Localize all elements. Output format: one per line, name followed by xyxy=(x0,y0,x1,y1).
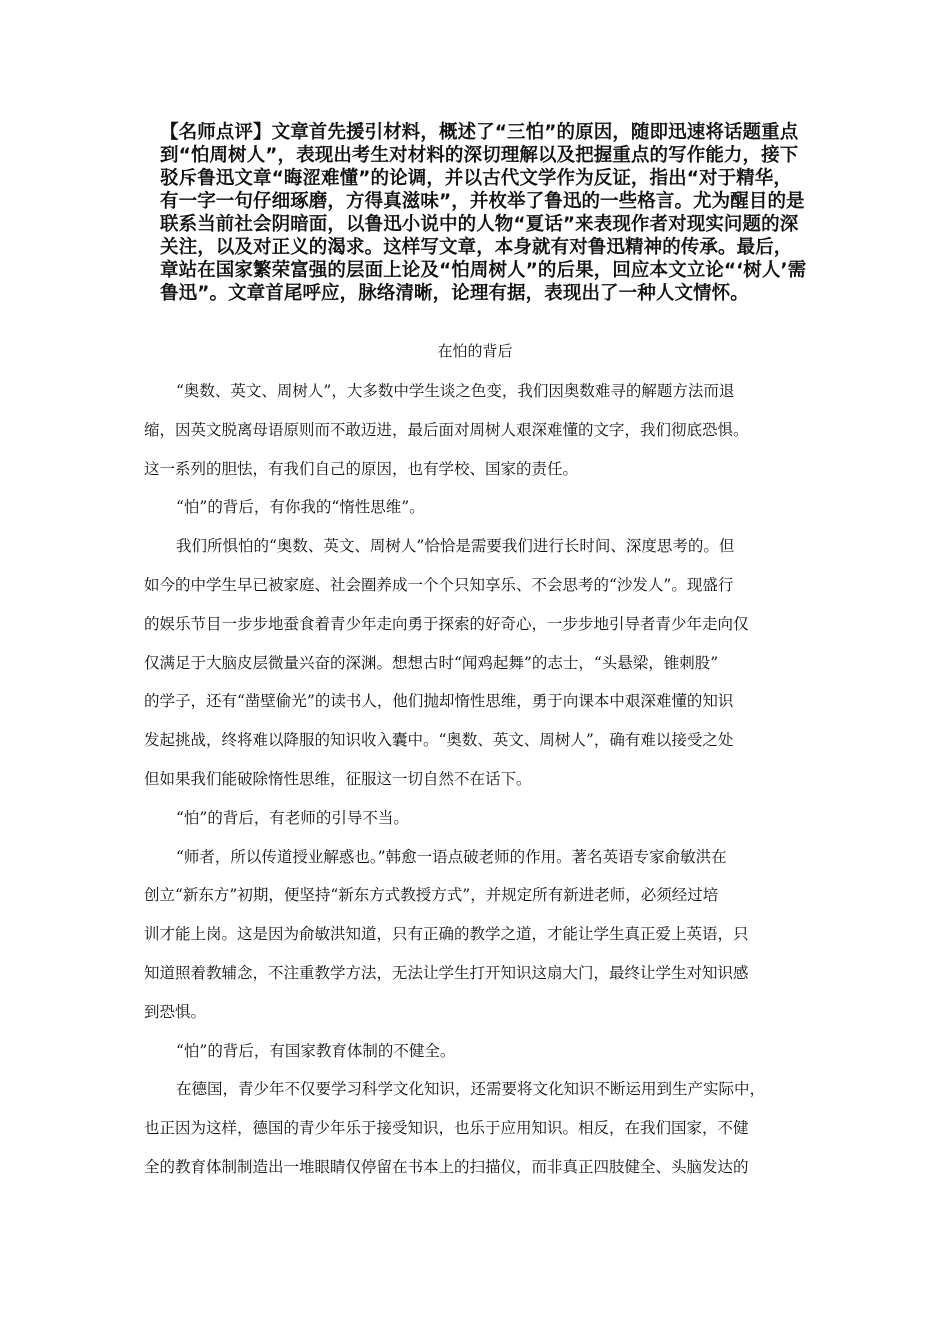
paragraph-line: 仅满足于大脑皮层微量兴奋的深渊。想想古时“闻鸡起舞”的志士，“头悬梁，锥刺股” xyxy=(144,653,719,672)
review-line: 章站在国家繁荣富强的层面上论及“怕周树人”的后果，回应本文立论“‘树人’需 xyxy=(160,260,807,281)
review-line: 有一字一句仔细琢磨，方得真滋味”，并枚举了鲁迅的一些格言。尤为醒目的是 xyxy=(160,191,805,212)
paragraph-line: 也正因为这样，德国的青少年乐于接受知识，也乐于应用知识。相反，在我们国家，不健 xyxy=(144,1119,749,1138)
paragraph-line: 发起挑战，终将难以降服的知识收入囊中。“奥数、英文、周树人”，确有难以接受之处 xyxy=(144,731,734,750)
paragraph-start-line: “奥数、英文、周树人”，大多数中学生谈之色变，我们因奥数难寻的解题方法而退 xyxy=(176,382,735,400)
paragraph-line: 全的教育体制制造出一堆眼睛仅停留在书本上的扫描仪，而非真正四肢健全、头脑发达的 xyxy=(144,1157,749,1176)
paragraph-line: 但如果我们能破除惰性思维，征服这一切自然不在话下。 xyxy=(144,769,532,788)
review-line: 关注，以及对正义的渴求。这样写文章，本身就有对鲁迅精神的传承。最后， xyxy=(160,237,793,258)
review-line: 【名师点评】文章首先援引材料，概述了“三怕”的原因，随即迅速将话题重点 xyxy=(160,122,799,143)
paragraph-line: 的学子，还有“凿壁偷光”的读书人，他们抛却惰性思维，勇于向课本中艰深难懂的知识 xyxy=(144,692,734,711)
teacher-review-block xyxy=(160,121,810,305)
paragraph-start-line: 我们所惧怕的“奥数、英文、周树人”恰恰是需要我们进行长时间、深度思考的。但 xyxy=(176,537,735,556)
paragraph-start-line: “怕”的背后，有老师的引导不当。 xyxy=(176,808,409,827)
paragraph-line: 到恐惧。 xyxy=(144,1002,207,1021)
paragraph-start-line: “怕”的背后，有国家教育体制的不健全。 xyxy=(176,1041,456,1060)
paragraph-line: 知道照着教辅念，不注重教学方法，无法让学生打开知识这扇大门，最终让学生对知识感 xyxy=(144,963,749,982)
essay-body xyxy=(144,372,810,1187)
essay-title: 在怕的背后 xyxy=(437,342,513,360)
paragraph-start-line: “师者，所以传道授业解惑也。”韩愈一语点破老师的作用。著名英语专家俞敏洪在 xyxy=(176,847,727,866)
review-line: 驳斥鲁迅文章“晦涩难懂”的论调，并以古代文学作为反证，指出“对于精华， xyxy=(160,168,792,189)
paragraph-line: 缩，因英文脱离母语原则而不敢迈进，最后面对周树人艰深难懂的文字，我们彻底恐惧。 xyxy=(144,420,749,439)
paragraph-start-line: 在德国，青少年不仅要学习科学文化知识，还需要将文化知识不断运用到生产实际中， xyxy=(176,1080,766,1099)
paragraph-line: 这一系列的胆怯，有我们自己的原因，也有学校、国家的责任。 xyxy=(144,459,579,478)
paragraph-line: 的娱乐节目一步步地蚕食着青少年走向勇于探索的好奇心，一步步地引导者青少年走向仅 xyxy=(144,614,749,633)
review-line: 到“怕周树人”，表现出考生对材料的深切理解以及把握重点的写作能力，接下 xyxy=(160,145,799,166)
paragraph-line: 如今的中学生早已被家庭、社会圈养成一个个只知享乐、不会思考的“沙发人”。现盛行 xyxy=(144,575,734,594)
paragraph-start-line: “怕”的背后，有你我的“惰性思维”。 xyxy=(176,498,425,517)
paragraph-line: 创立“新东方”初期，便坚持“新东方式教授方式”，并规定所有新进老师，必须经过培 xyxy=(144,886,719,905)
review-line: 鲁迅”。文章首尾呼应，脉络清晰，论理有据，表现出了一种人文情怀。 xyxy=(160,283,749,304)
paragraph-line: 训才能上岗。这是因为俞敏洪知道，只有正确的教学之道，才能让学生真正爱上英语，只 xyxy=(144,925,749,944)
review-line: 联系当前社会阴暗面，以鲁迅小说中的人物“夏话”来表现作者对现实问题的深 xyxy=(160,214,799,235)
